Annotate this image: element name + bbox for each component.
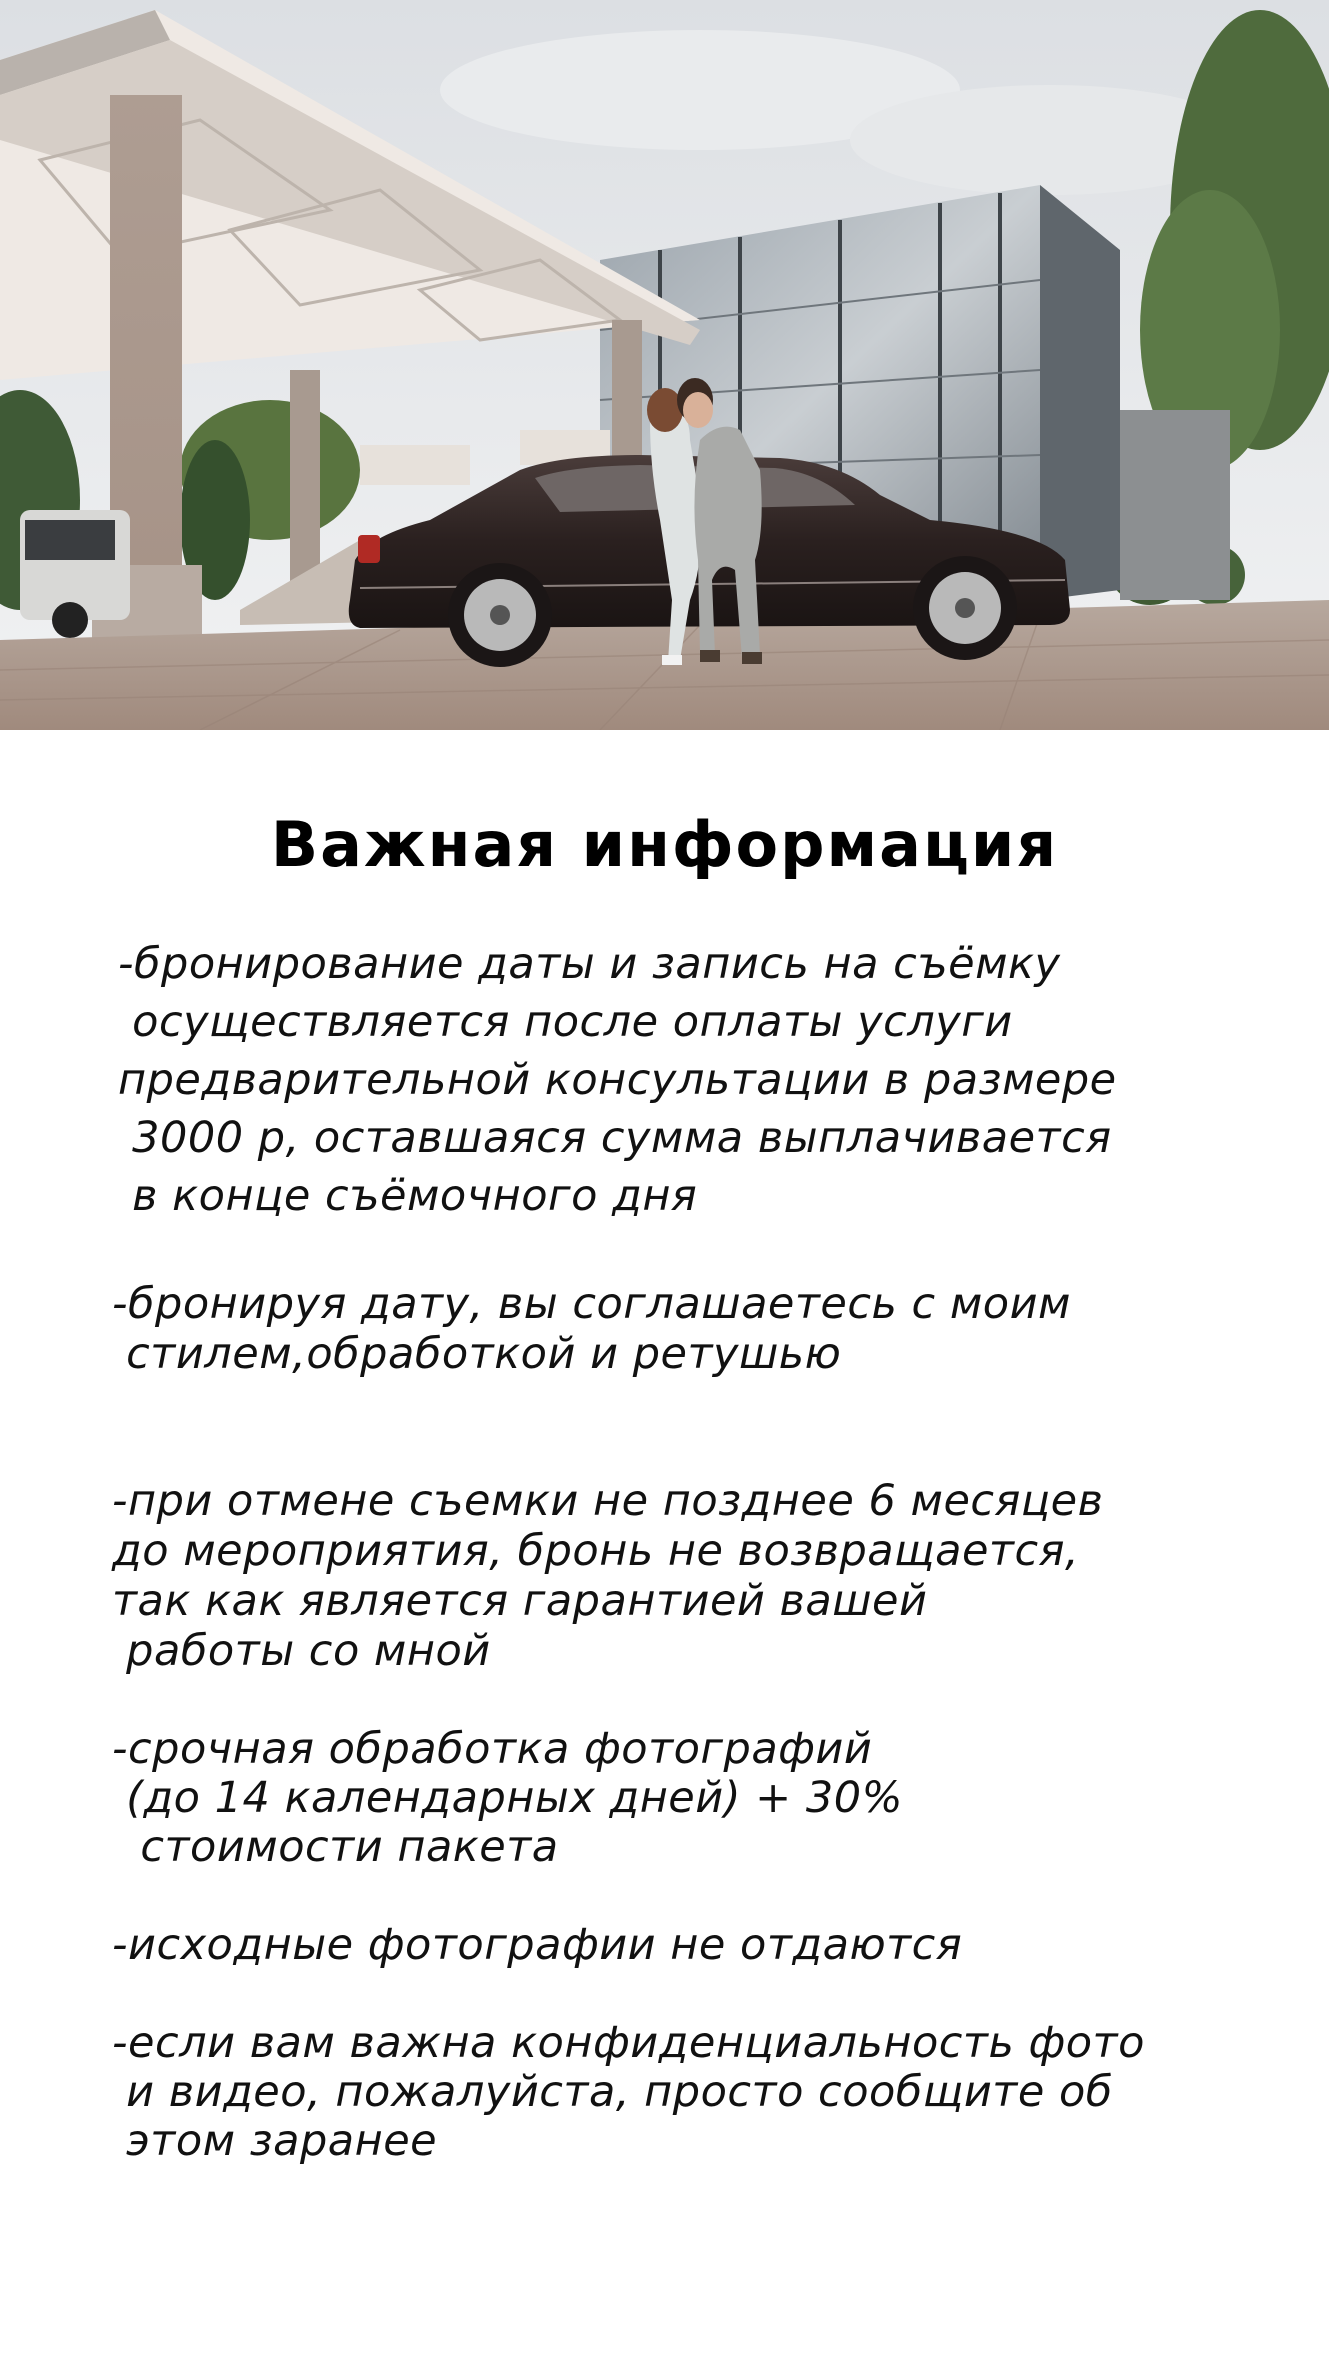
wedding-photo-illustration <box>0 0 1329 730</box>
paragraph-4-line-3: стоимости пакета <box>112 1822 559 1872</box>
paragraph-6-line-3: этом заранее <box>112 2116 438 2166</box>
paragraph-4-line-1: -срочная обработка фотографий <box>112 1724 873 1774</box>
paragraph-3-line-4: работы со мной <box>112 1626 491 1676</box>
paragraph-1-line-4: 3000 р, оставшаяся сумма выплачивается <box>118 1113 1112 1163</box>
paragraph-6-line-2: и видео, пожалуйста, просто сообщите об <box>112 2067 1113 2117</box>
paragraph-3-line-1: -при отмене съемки не позднее 6 месяцев <box>112 1476 1104 1526</box>
paragraph-3-line-3: так как является гарантией вашей <box>112 1576 928 1626</box>
paragraph-2-line-1: -бронируя дату, вы соглашаетесь с моим <box>112 1279 1071 1329</box>
paragraph-5-line-1: -исходные фотографии не отдаются <box>112 1920 963 1970</box>
paragraph-6-line-1: -если вам важна конфиденциальность фото <box>112 2018 1145 2068</box>
paragraph-1-line-5: в конце съёмочного дня <box>118 1171 698 1221</box>
paragraph-1-line-2: осуществляется после оплаты услуги <box>118 997 1013 1047</box>
paragraph-4-line-2: (до 14 календарных дней) + 30% <box>112 1773 903 1823</box>
paragraph-1-line-3: предварительной консультации в размере <box>118 1055 1117 1105</box>
hero-photo <box>0 0 1329 730</box>
page-title: Важная информация <box>270 808 1059 881</box>
paragraph-3-line-2: до мероприятия, бронь не возвращается, <box>112 1526 1080 1576</box>
paragraph-1-line-1: -бронирование даты и запись на съёмку <box>118 939 1061 989</box>
paragraph-2-line-2: стилем,обработкой и ретушью <box>112 1329 842 1379</box>
